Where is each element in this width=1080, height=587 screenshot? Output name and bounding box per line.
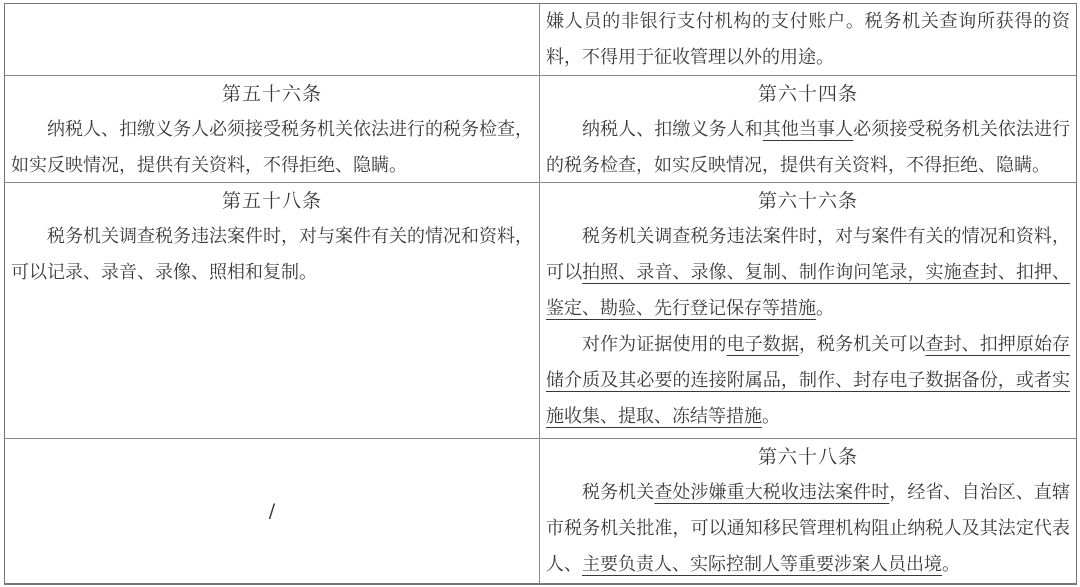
underlined-text-run: 查处涉嫌重大税收违法案件时 (654, 482, 890, 503)
paragraph (546, 475, 1070, 583)
paragraph (11, 112, 533, 182)
text-run: 嫌人员的非银行支付机构的支付账户。税务机关查询所获得的资料，不得用于征收管理以外的用途。 (546, 11, 1070, 68)
cell-row2-left (5, 76, 539, 182)
article-title: 第五十六条 (221, 83, 322, 105)
text-run: 纳税人、扣缴义务人必须接受税务机关依法进行的税务检查，如实反映情况，提供有关资料，不得拒绝、隐瞒。 (11, 119, 533, 176)
cell-row2-right (540, 76, 1076, 182)
text-run: ，经省、自治区、直辖市税务机关批准，可以通知移民管理机构阻止纳税人及其法定代表人、 (546, 482, 1071, 575)
article-title: 第六十八条 (757, 446, 858, 468)
article-title: 第六十四条 (757, 83, 858, 105)
cell-row4-right (540, 439, 1076, 583)
underlined-text-run: 查封、扣押原始存储介质及其必要的连接附属品，制作、封存电子数据备份，或者实施收集、提取、冻结等措施 (546, 334, 1071, 427)
cell-row1-right (540, 4, 1076, 75)
cell-row3-right (540, 183, 1076, 438)
comparison-table (4, 3, 1077, 585)
text-run: 。 (816, 298, 834, 319)
paragraph (546, 4, 1070, 75)
slash-placeholder: / (268, 500, 276, 522)
paragraph (11, 219, 533, 291)
text-run: 对作为证据使用的 (582, 334, 727, 355)
underlined-text-run: 主要负责人、实际控制人等重要涉案人员出境 (582, 554, 942, 575)
paragraph (546, 327, 1070, 435)
underlined-text-run: 电子数据 (726, 334, 799, 355)
underlined-text-run: 拍照、录音、录像、复制、制作询问笔录，实施查封、扣押、鉴定、勘验、先行登记保存等措施 (546, 262, 1071, 319)
text-run: 税务机关调查税务违法案件时，对与案件有关的情况和资料，可以记录、录音、录像、照相和复制。 (11, 226, 533, 283)
cell-row1-left (5, 4, 539, 75)
paragraph (546, 219, 1070, 327)
article-title: 第六十六条 (757, 190, 858, 212)
text-run: ，税务机关可以 (798, 334, 926, 355)
article-title: 第五十八条 (221, 190, 322, 212)
cell-row4-left (5, 439, 539, 583)
text-run: 纳税人、扣缴义务人和 (582, 119, 763, 140)
underlined-text-run: 其他当事人 (762, 119, 854, 140)
text-run: 必须接受税务机关依法进行的税务检查，如实反映情况，提供有关资料，不得拒绝、隐瞒。 (546, 119, 1071, 176)
text-run: 税务机关 (582, 482, 655, 503)
paragraph (546, 112, 1070, 182)
cell-row3-left (5, 183, 539, 438)
text-run: 。 (762, 406, 780, 427)
text-run: 税务机关调查税务违法案件时，对与案件有关的情况和资料，可以 (546, 226, 1070, 283)
text-run: 。 (942, 554, 960, 575)
